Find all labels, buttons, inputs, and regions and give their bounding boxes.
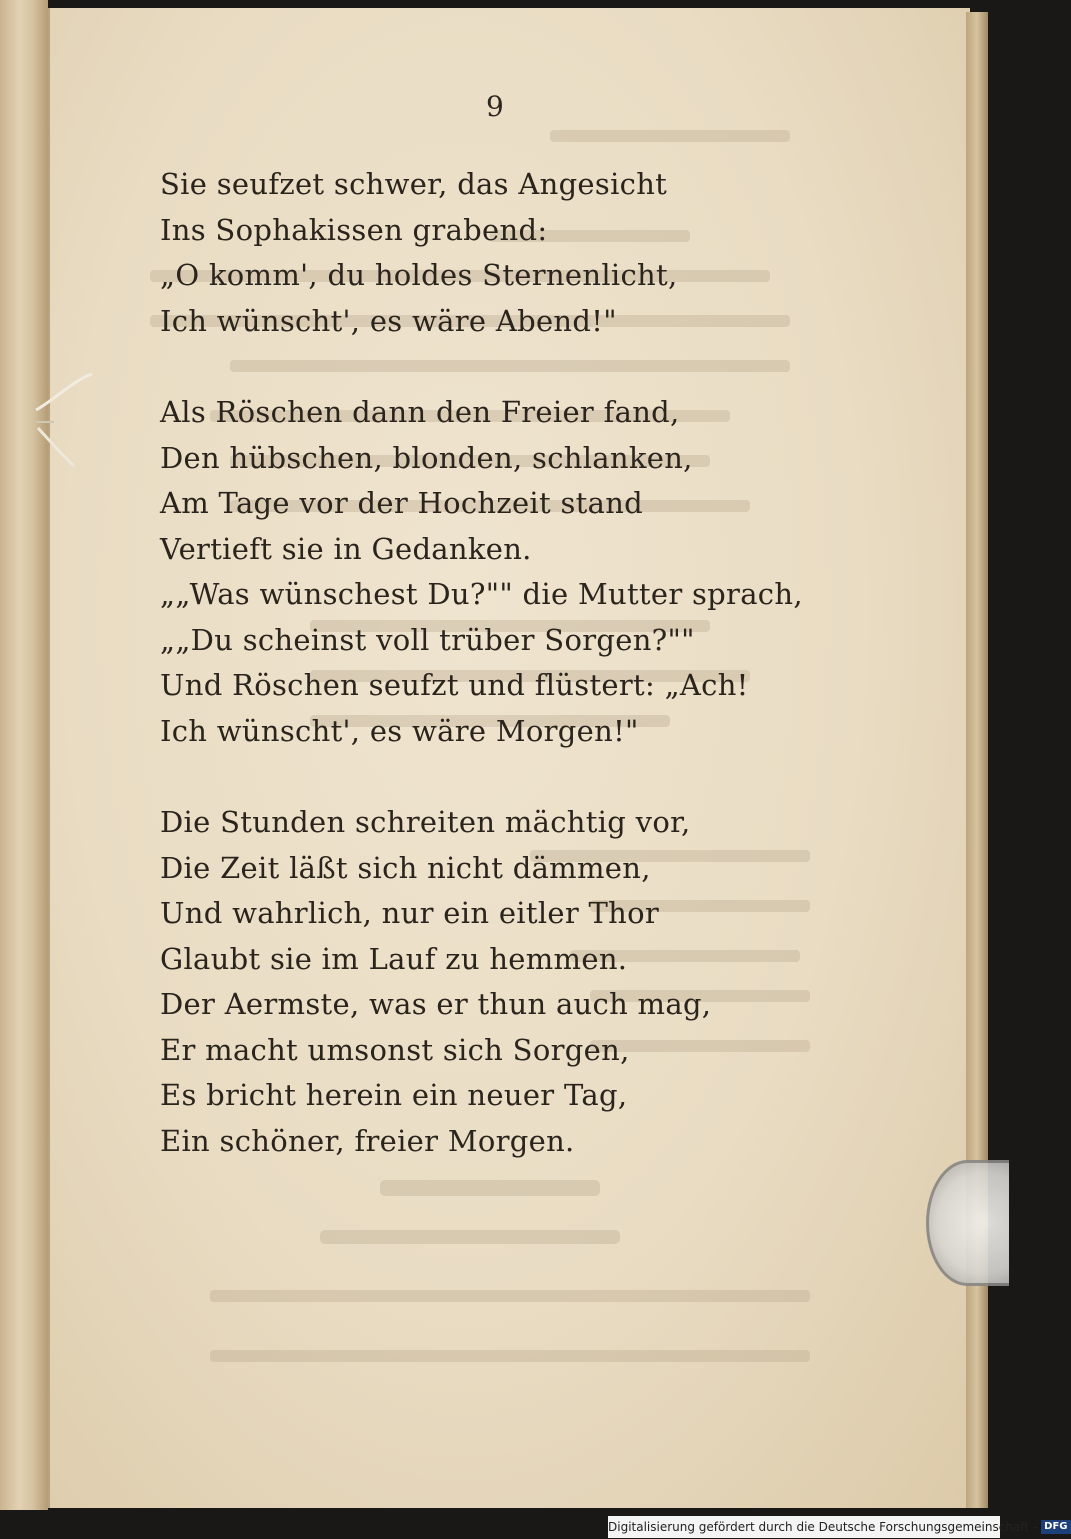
verse-line: Er macht umsonst sich Sorgen, <box>160 1032 630 1067</box>
footer-text: Digitalisierung gefördert durch die Deutsche Forschungsgemeinschaft - <box>608 1520 1038 1534</box>
verse-line: Vertieft sie in Gedanken. <box>160 531 532 566</box>
verse-line: Den hübschen, blonden, schlanken, <box>160 440 693 475</box>
dfg-logo: DFG <box>1041 1520 1070 1534</box>
verse-line: Ein schöner, freier Morgen. <box>160 1123 575 1158</box>
verse-line: Am Tage vor der Hochzeit stand <box>160 486 644 520</box>
verse-line: Als Röschen dann den Freier fand, <box>160 395 680 429</box>
verse-line: Und Röschen seufzt und flüstert: „Ach! <box>160 668 749 702</box>
verse-line: Die Zeit läßt sich nicht dämmen, <box>160 850 651 885</box>
verse-line: Die Stunden schreiten mächtig vor, <box>160 805 691 839</box>
verse-line: „„Du scheinst voll trüber Sorgen?"" <box>160 622 695 657</box>
verse-line: Ins Sophakissen grabend: <box>160 212 548 247</box>
stanza <box>160 800 860 1164</box>
verse-line: Ich wünscht', es wäre Abend!" <box>160 303 617 338</box>
verse-line: Der Aermste, was er thun auch mag, <box>160 987 712 1021</box>
verse-line: „„Was wünschest Du?"" die Mutter sprach, <box>160 577 803 611</box>
page-number: 9 <box>486 90 504 123</box>
verse-line: „O komm', du holdes Sternenlicht, <box>160 258 678 292</box>
binding-thread <box>34 370 94 470</box>
verse-line: Glaubt sie im Lauf zu hemmen. <box>160 941 628 976</box>
verse-line: Sie seufzet schwer, das Angesicht <box>160 167 668 201</box>
verse-line: Es bricht herein ein neuer Tag, <box>160 1078 628 1112</box>
page-clip <box>926 1160 1009 1286</box>
stanza <box>160 390 860 754</box>
verse-line: Und wahrlich, nur ein eitler Thor <box>160 896 660 930</box>
poem <box>160 162 860 1210</box>
stanza <box>160 162 860 344</box>
left-page-edge <box>0 0 48 1510</box>
digitization-footer <box>608 1516 1068 1538</box>
verse-line: Ich wünscht', es wäre Morgen!" <box>160 713 639 748</box>
